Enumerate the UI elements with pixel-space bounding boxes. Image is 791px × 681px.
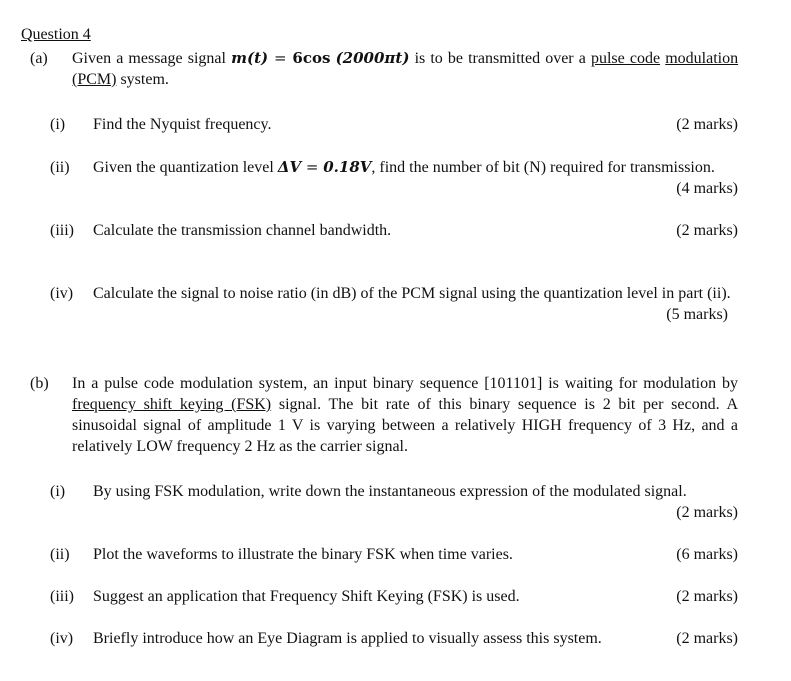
- question-title: Question 4: [21, 26, 91, 43]
- a-iii-num: (iii): [50, 222, 74, 239]
- a-iii-marks: (2 marks): [676, 222, 738, 239]
- a-ii-text: [93, 157, 738, 178]
- part-a-text-pre: Given a message signal: [72, 50, 226, 67]
- b-iii-marks: (2 marks): [676, 588, 738, 605]
- equation-arg: (2000πt): [335, 49, 410, 67]
- a-ii-num: (ii): [50, 159, 70, 176]
- b-iv-marks: (2 marks): [676, 630, 738, 647]
- delta-v-val: 0.18V: [323, 158, 372, 176]
- a-iv-text: Calculate the signal to noise ratio (in dB) of the PCM signal using the quantization level in part (ii).: [93, 285, 731, 302]
- part-b-text-2: signal. The bit rate of this binary sequence is 2 bit per second. A sinusoidal signal of amplitude 1 V is varying between a relatively HIGH frequency of 3 Hz, and a relatively LOW frequency 2 Hz as the carrier signal.: [72, 396, 739, 455]
- equation-eq: =: [268, 49, 293, 67]
- equation-coef: 6: [292, 49, 303, 67]
- part-a-stem: [72, 48, 738, 90]
- a-ii-text-post: , find the number of bit (N) required for transmission.: [371, 159, 715, 176]
- part-b-text-1: In a pulse code modulation system, an input binary sequence [101101] is waiting for modulation by: [72, 375, 738, 392]
- b-iv-text: Briefly introduce how an Eye Diagram is applied to visually assess this system.: [93, 630, 602, 647]
- equation-lhs: m(t): [231, 49, 269, 67]
- a-iii-text: Calculate the transmission channel bandwidth.: [93, 222, 392, 239]
- delta-v-var: ΔV: [277, 158, 302, 176]
- b-ii-text: Plot the waveforms to illustrate the binary FSK when time varies.: [93, 546, 513, 563]
- pcm-link-1: pulse code: [590, 50, 661, 67]
- b-iv-num: (iv): [50, 630, 74, 647]
- a-ii-marks: (4 marks): [676, 180, 738, 197]
- a-iv-num: (iv): [50, 285, 74, 302]
- b-i-text: By using FSK modulation, write down the instantaneous expression of the modulated signal.: [93, 483, 687, 500]
- b-ii-marks: (6 marks): [676, 546, 738, 563]
- fsk-link: frequency shift keying (FSK): [72, 396, 272, 413]
- a-ii-text-pre: Given the quantization level: [93, 159, 274, 176]
- a-i-text: Find the Nyquist frequency.: [93, 116, 272, 133]
- delta-v-eq: =: [301, 158, 324, 176]
- part-a-text-post: is to be transmitted over a: [414, 50, 586, 67]
- b-iii-num: (iii): [50, 588, 74, 605]
- part-a-label: (a): [30, 50, 48, 67]
- equation-fn: cos: [302, 49, 331, 67]
- b-i-num: (i): [50, 483, 66, 500]
- part-a-text-end: system.: [120, 71, 169, 88]
- b-ii-num: (ii): [50, 546, 70, 563]
- b-iii-text: Suggest an application that Frequency Shift Keying (FSK) is used.: [93, 588, 520, 605]
- a-i-num: (i): [50, 116, 66, 133]
- a-i-marks: (2 marks): [676, 116, 738, 133]
- pcm-link-2: modulation (PCM): [72, 50, 739, 88]
- b-i-marks: (2 marks): [676, 504, 738, 521]
- part-b-label: (b): [30, 375, 49, 392]
- part-b-stem: [72, 373, 738, 457]
- a-iv-marks: (5 marks): [666, 306, 728, 323]
